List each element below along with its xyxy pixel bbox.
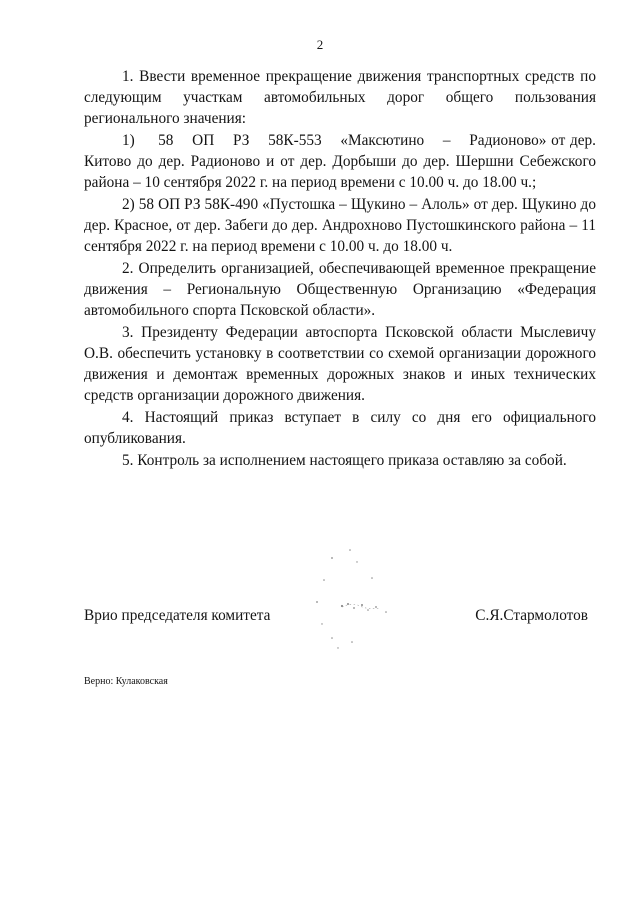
signature-scribble bbox=[302, 540, 412, 660]
page-number: 2 bbox=[316, 37, 324, 52]
verified-note: Верно: Кулаковская bbox=[84, 676, 168, 687]
document-body bbox=[84, 66, 596, 472]
paragraph-1-item-2: 2) 58 ОП РЗ 58К-490 «Пустошка – Щукино – Алоль» от дер. Щукино до дер. Красное, от дер. Забеги до дер. Андрохново Пустошкинского района – 11 сентября 2022 г. на период времени с 10.00 ч. до 18.00 ч. bbox=[84, 196, 596, 255]
paragraph-2: 2. Определить организацией, обеспечивающей временное прекращение движения – Региональную Общественную Организацию «Федерация автомобильного спорта Псковской области». bbox=[84, 260, 596, 319]
paragraph-5: 5. Контроль за исполнением настоящего приказа оставляю за собой. bbox=[122, 452, 567, 469]
paragraph-4: 4. Настоящий приказ вступает в силу со дня его официального опубликования. bbox=[84, 409, 596, 447]
paragraph-1-item-1: 1) 58 ОП РЗ 58К-553 «Максютино – Радионово» от дер. Китово до дер. Радионово и от дер. Дорбыши до дер. Шершни Себежского района – 10 сентября 2022 г. на период времени с 10.00 ч. до 18.00 ч.; bbox=[84, 132, 596, 191]
signer-name: С.Я.Стармолотов bbox=[475, 607, 588, 624]
paragraph-3: 3. Президенту Федерации автоспорта Псковской области Мыслевичу О.В. обеспечить установку в соответствии со схемой организации дорожного движения и демонтаж временных дорожных знаков и иных технических средств организации дорожного движения. bbox=[84, 324, 596, 404]
paragraph-1: 1. Ввести временное прекращение движения транспортных средств по следующим участкам автомобильных дорог общего пользования регионального значения: bbox=[84, 68, 596, 127]
signer-title: Врио председателя комитета bbox=[84, 607, 271, 624]
signature-block bbox=[84, 607, 596, 631]
